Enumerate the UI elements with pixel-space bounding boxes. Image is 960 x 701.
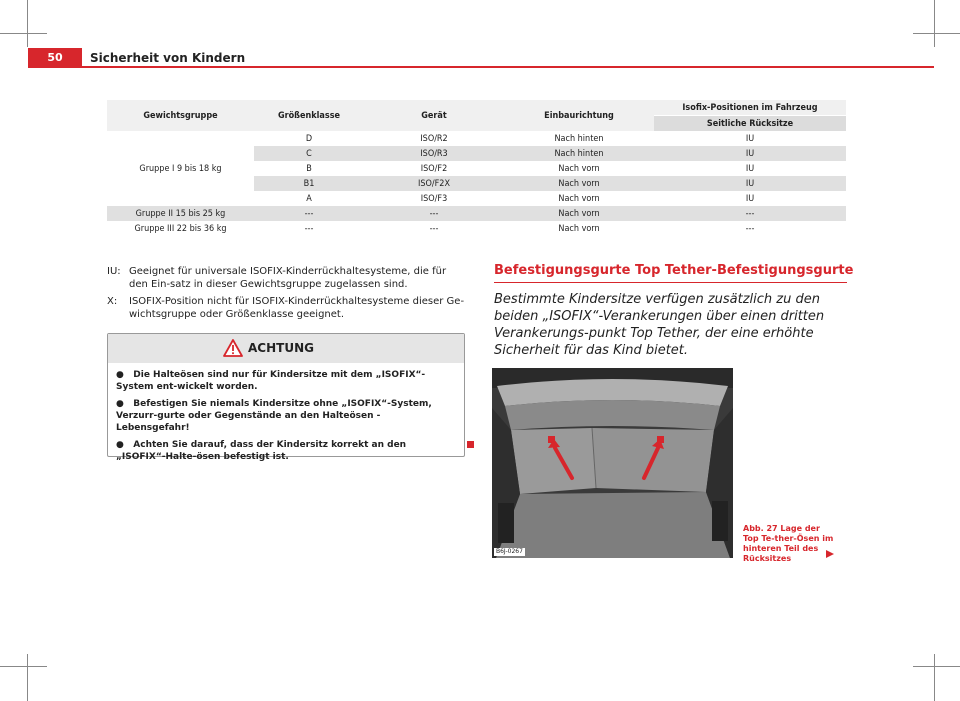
- footnote-key: X:: [107, 296, 118, 307]
- table-cell: A: [306, 193, 312, 204]
- figure-photo: [492, 368, 733, 558]
- table-cell: ---: [364, 206, 504, 221]
- figure-code: B6J-0267: [496, 548, 523, 555]
- section-title: Befestigungsgurte Top Tether-Befestigungsgurte: [494, 263, 854, 278]
- table-cell: ISO/F2: [420, 163, 448, 174]
- table-cell: ---: [429, 223, 439, 234]
- table-cell: ---: [745, 223, 755, 234]
- table-cell: Nach vorn: [558, 193, 600, 204]
- col-header: Größenklasse: [254, 100, 364, 131]
- table-row: [107, 206, 846, 221]
- table-cell: IU: [745, 163, 755, 174]
- page-header: [28, 48, 934, 68]
- isofix-table: [107, 100, 846, 236]
- warning-box: [107, 333, 465, 462]
- table-cell: Nach vorn: [558, 223, 600, 234]
- col-subheader: Seitliche Rücksitze: [654, 116, 846, 132]
- crop-mark: [913, 666, 960, 667]
- footnotes: [107, 265, 467, 325]
- warning-item: ● Die Halteösen sind nur für Kindersitze mit dem „ISOFIX“-System ent-wickelt worden.: [116, 370, 426, 392]
- table-cell: ISO/R3: [364, 146, 504, 161]
- table-cell: IU: [654, 146, 846, 161]
- crop-mark: [913, 33, 960, 34]
- warning-triangle-icon: [223, 339, 243, 357]
- warning-body: [108, 363, 464, 474]
- table-cell: Nach hinten: [554, 133, 604, 144]
- warning-item: ● Achten Sie darauf, dass der Kindersitz korrekt an den „ISOFIX“-Halte-ösen befestigt ist.: [116, 440, 407, 462]
- table-cell: Nach vorn: [504, 176, 654, 191]
- footnote-text: Geeignet für universale ISOFIX-Kinderrückhaltesysteme, die für den Ein-satz in dieser Gewichtsgruppe zugelassen sind.: [129, 266, 447, 290]
- table-cell: ---: [304, 223, 314, 234]
- warning-item: ● Befestigen Sie niemals Kindersitze ohne „ISOFIX“-System, Verzurr-gurte oder Gegenstände an den Halteösen - Lebensgefahr!: [116, 399, 432, 433]
- page-number: 50: [28, 48, 82, 68]
- header-rule: [82, 66, 934, 68]
- crop-mark: [27, 654, 28, 701]
- table-cell: ISO/F3: [420, 193, 448, 204]
- page-title: Sicherheit von Kindern: [90, 51, 246, 65]
- table-cell: Nach vorn: [558, 163, 600, 174]
- table-cell: Nach vorn: [504, 206, 654, 221]
- table-cell: ---: [254, 206, 364, 221]
- section-rule: [494, 282, 847, 283]
- table-cell: ISO/F2X: [364, 176, 504, 191]
- table-header-row: [107, 100, 846, 116]
- col-header: Einbaurichtung: [504, 100, 654, 131]
- section-end-marker: [467, 441, 474, 448]
- group-label: Gruppe I 9 bis 18 kg: [107, 131, 254, 206]
- footnote: [107, 265, 467, 291]
- footnote-key: IU:: [107, 266, 121, 277]
- table-cell: ---: [654, 206, 846, 221]
- col-header: Gewichtsgruppe: [107, 100, 254, 131]
- table-cell: IU: [745, 193, 755, 204]
- crop-mark: [934, 654, 935, 701]
- table-cell: IU: [654, 176, 846, 191]
- table-cell: C: [254, 146, 364, 161]
- table-cell: Gruppe III 22 bis 36 kg: [134, 223, 227, 234]
- table-row: [107, 221, 846, 236]
- figure-caption: Abb. 27 Lage der Top Te-ther-Ösen im hinteren Teil des Rücksitzes: [743, 524, 834, 563]
- footnote: [107, 295, 467, 321]
- crop-mark: [0, 666, 47, 667]
- warning-header: [108, 334, 464, 363]
- table-cell: B1: [254, 176, 364, 191]
- table-cell: IU: [745, 133, 755, 144]
- table-cell: ISO/R2: [420, 133, 448, 144]
- footnote-text: ISOFIX-Position nicht für ISOFIX-Kinderrückhaltesysteme dieser Ge-wichtsgruppe oder Größenklasse geeignet.: [129, 296, 465, 320]
- table-cell: D: [305, 133, 313, 144]
- col-header: Gerät: [364, 100, 504, 131]
- table-cell: Gruppe II 15 bis 25 kg: [107, 206, 254, 221]
- warning-title: ACHTUNG: [248, 341, 314, 355]
- crop-mark: [0, 33, 47, 34]
- crop-mark: [934, 0, 935, 47]
- continue-arrow-icon: [825, 549, 835, 559]
- crop-mark: [27, 0, 28, 47]
- col-header: Isofix-Positionen im Fahrzeug: [654, 100, 846, 116]
- table-cell: B: [306, 163, 312, 174]
- table-cell: Nach hinten: [504, 146, 654, 161]
- table-row: [107, 131, 846, 146]
- car-trunk-illustration: [492, 368, 733, 558]
- section-intro: Bestimmte Kindersitze verfügen zusätzlich zu den beiden „ISOFIX“-Verankerungen über einen dritten Verankerungs-punkt Top Tether, der eine erhöhte Sicherheit für das Kind bietet.: [494, 292, 825, 358]
